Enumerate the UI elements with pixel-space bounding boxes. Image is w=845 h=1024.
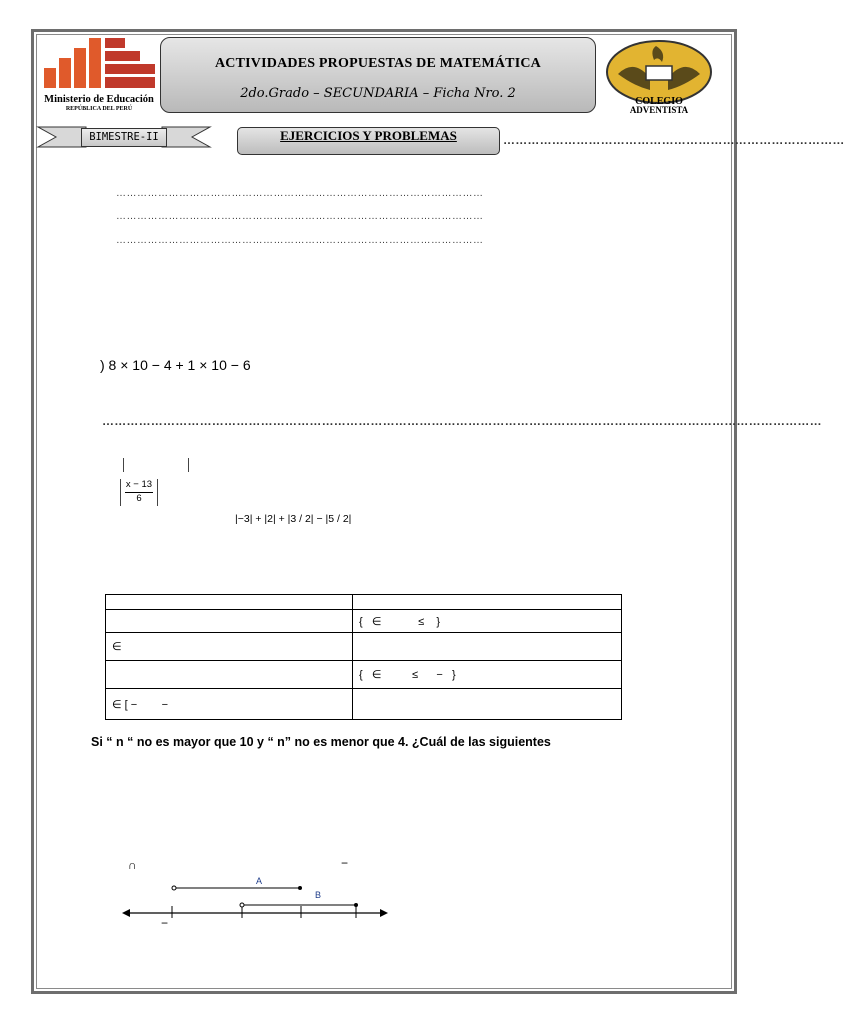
school-logo-text-1: COLEGIO — [635, 96, 683, 107]
page-subtitle: 2do.Grado – SECUNDARIA – Ficha Nro. 2 — [240, 86, 516, 101]
table-cell: { ∈ ≤ − } — [353, 661, 622, 689]
answer-line: …………………………………………………………………………………………… — [116, 235, 484, 246]
fraction-abs-right — [157, 479, 158, 506]
axis-arrow-left — [122, 909, 130, 917]
table-row — [106, 633, 622, 661]
interval-b-closed-end — [354, 903, 358, 907]
bimestre-label: BIMESTRE-II — [81, 128, 167, 147]
table-cell: ∈ — [106, 633, 353, 661]
intersection-symbol: ∩ — [128, 858, 137, 872]
logo-brick-1 — [105, 38, 125, 48]
school-logo-text-2: ADVENTISTA — [629, 105, 689, 115]
number-line — [118, 868, 393, 933]
table-row — [106, 661, 622, 689]
interval-a-label: A — [255, 876, 263, 886]
title-box — [160, 37, 596, 113]
answer-line: …………………………………………………………………………………………… — [116, 188, 484, 199]
abs-bar-right — [188, 458, 189, 472]
long-dotted-line: …………………………………………………………………………………………………………………………………………………………… — [102, 414, 822, 428]
table-cell — [353, 595, 622, 610]
interval-a-closed-end — [298, 886, 302, 890]
logo-brick-3 — [105, 64, 155, 74]
axis-arrow-right — [380, 909, 388, 917]
table-row — [106, 610, 622, 633]
logo-brick-4 — [105, 77, 155, 88]
table-cell — [353, 633, 622, 661]
logo-bar-2 — [59, 58, 71, 88]
ministry-name: Ministerio de Educación — [44, 94, 154, 105]
section-heading: EJERCICIOS Y PROBLEMAS — [280, 128, 457, 143]
ministry-country: REPÚBLICA DEL PERÚ — [65, 106, 133, 112]
abs-fraction — [120, 479, 158, 506]
table-row — [106, 595, 622, 610]
table-cell — [106, 595, 353, 610]
abs-bar-left — [123, 458, 124, 472]
logo-bar-1 — [44, 68, 56, 88]
fraction-numerator: x − 13 — [125, 479, 153, 490]
math-expression: ) 8 × 10 − 4 + 1 × 10 − 6 — [100, 357, 251, 373]
table-cell — [106, 661, 353, 689]
fraction-denominator: 6 — [136, 493, 142, 504]
table-cell: { ∈ ≤ } — [353, 610, 622, 633]
question-text: Si “ n “ no es mayor que 10 y “ n” no es menor que 4. ¿Cuál de las siguientes — [91, 735, 551, 749]
heading-dotted-line: ………………………………………………………………………… — [503, 133, 845, 147]
table-cell — [106, 610, 353, 633]
minus-symbol: − — [341, 856, 349, 870]
sets-table — [105, 594, 622, 720]
table-row — [106, 689, 622, 720]
school-logo-book — [646, 66, 672, 80]
logo-bar-3 — [74, 48, 86, 88]
interval-b-open-end — [240, 903, 244, 907]
interval-a-open-end — [172, 886, 176, 890]
answer-line: …………………………………………………………………………………………… — [116, 211, 484, 222]
page-title: ACTIVIDADES PROPUESTAS DE MATEMÁTICA — [215, 56, 541, 71]
table-cell — [353, 689, 622, 720]
page-frame-inner — [36, 34, 845, 989]
logo-bar-4 — [89, 38, 101, 88]
minus-symbol-bottom: − — [161, 916, 169, 930]
school-logo — [604, 38, 714, 114]
table-cell: ∈ [ − − — [106, 689, 353, 720]
logo-brick-2 — [105, 51, 140, 61]
abs-expression: |−3| + |2| + |3 / 2| − |5 / 2| — [235, 513, 352, 525]
interval-b-label: B — [314, 890, 322, 900]
